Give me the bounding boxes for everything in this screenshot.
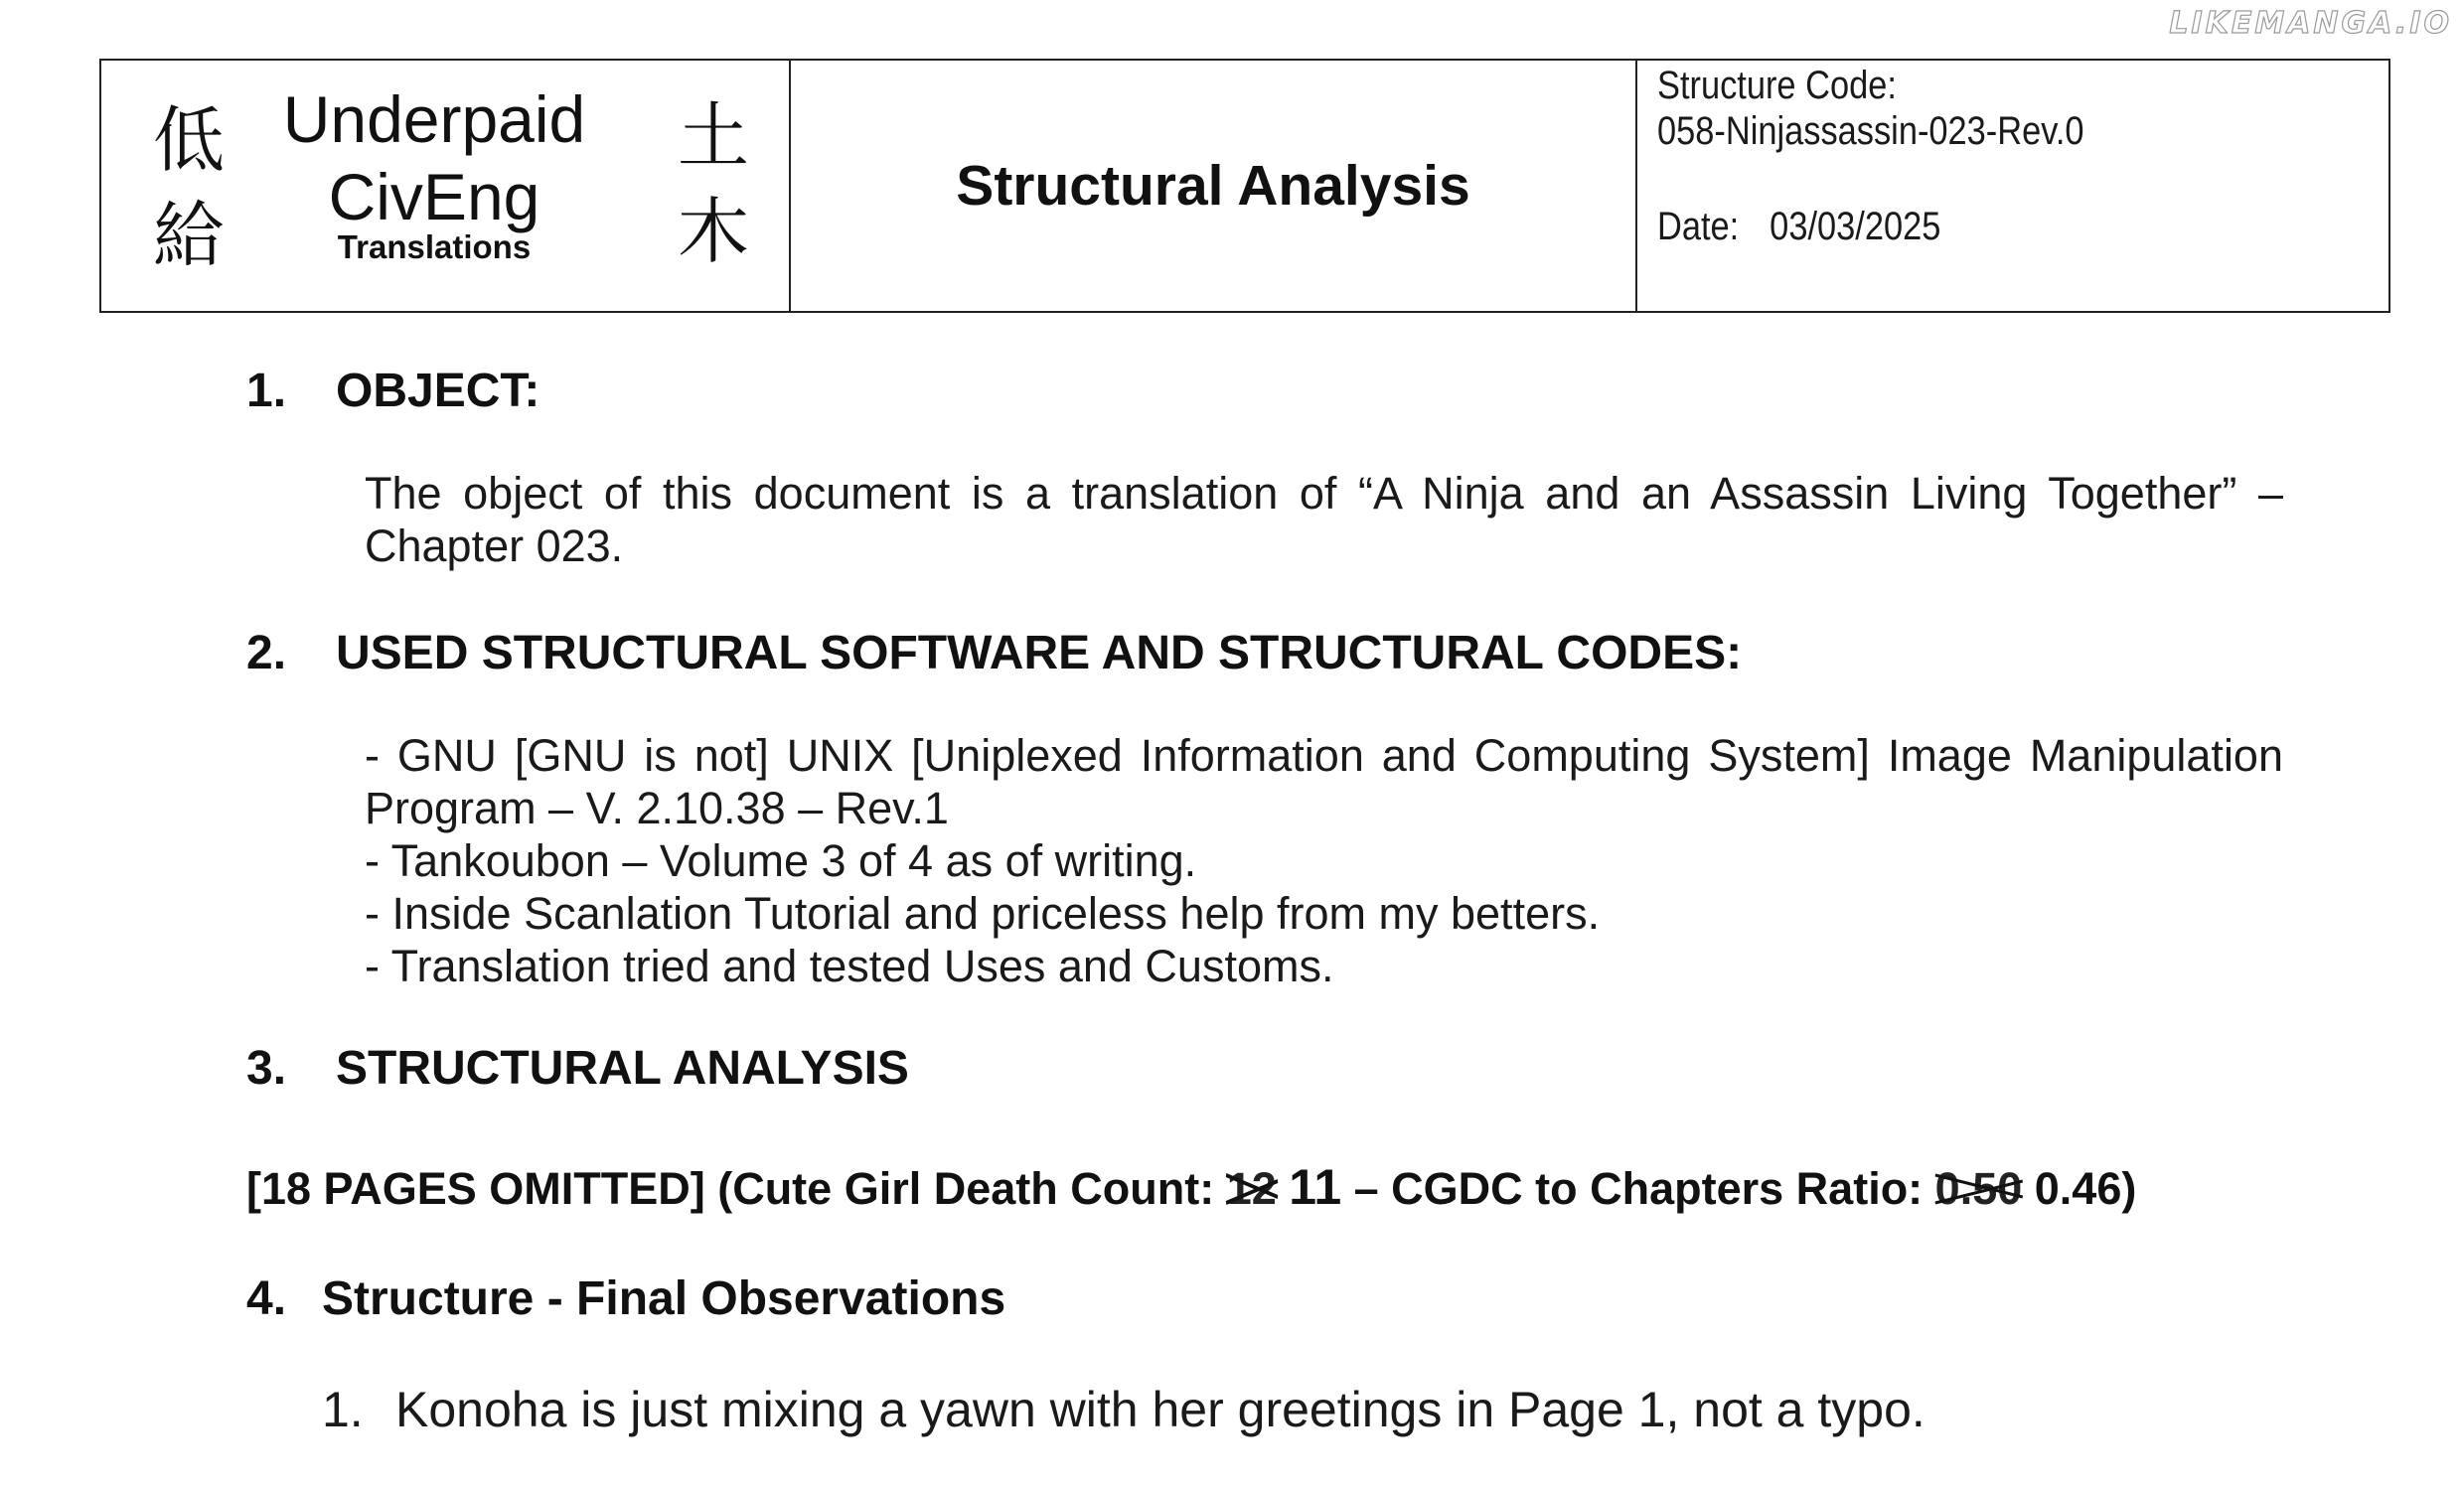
observation-number: 1. (322, 1382, 364, 1437)
logo-kanji: 給 (152, 194, 225, 277)
old-count: 12 (1226, 1163, 1277, 1214)
observation-text: Konoha is just mixing a yawn with her greetings in Page 1, not a typo. (395, 1382, 1925, 1437)
object-paragraph (365, 467, 2283, 572)
closing-paren: ) (2121, 1163, 2137, 1214)
list-item: - Tankoubon – Volume 3 of 4 as of writing. (365, 835, 1197, 886)
logo-kanji: 低 (152, 98, 225, 182)
section-heading-object (246, 364, 539, 418)
date-value: 03/03/2025 (1770, 205, 1941, 248)
structure-code-value: 058-Ninjassassin-023-Rev.0 (1657, 109, 2084, 153)
paragraph-line: The object of this document is a translation of “A Ninja and an Assassin Living Together” – (365, 468, 2283, 519)
section-title: USED STRUCTURAL SOFTWARE AND STRUCTURAL CODES: (336, 627, 1743, 679)
logo-text-line1: Underpaid (282, 82, 586, 156)
logo-text-line3: Translations (337, 228, 532, 265)
struck-count (1227, 1163, 1277, 1215)
ratio-label: – CGDC to Chapters Ratio: (1341, 1163, 1935, 1214)
section-title: STRUCTURAL ANALYSIS (336, 1042, 909, 1095)
watermark: LIKEMANGA.IO (2169, 6, 2452, 41)
logo-text-line2: CivEng (328, 160, 540, 233)
observation-item (322, 1381, 1925, 1438)
section-title: OBJECT: (336, 365, 540, 417)
date-label: Date: (1657, 205, 1740, 248)
new-count: 11 (1289, 1159, 1342, 1215)
section-heading-analysis (246, 1041, 909, 1096)
logo-kanji: 木 (677, 190, 749, 273)
omitted-pages-note (246, 1158, 2136, 1216)
section-heading-software (246, 626, 1742, 680)
list-item: Program – V. 2.10.38 – Rev.1 (365, 783, 949, 833)
document-title: Structural Analysis (956, 154, 1470, 218)
meta-cell (1637, 61, 2388, 311)
section-number: 1. (246, 365, 287, 417)
logo-cell (101, 61, 791, 311)
list-item: - GNU [GNU is not] UNIX [Uniplexed Information and Computing System] Image Manipulation (365, 730, 2283, 781)
section-title: Structure - Final Observations (322, 1272, 1006, 1325)
paragraph-line: Chapter 023. (365, 521, 624, 571)
structure-code-label: Structure Code: (1657, 64, 1897, 107)
software-list (365, 729, 2283, 992)
logo-kanji: 土 (677, 94, 749, 178)
document-header (99, 59, 2390, 313)
strikethrough-mark (1933, 1169, 2025, 1209)
section-number: 2. (246, 627, 287, 679)
section-number: 3. (246, 1042, 287, 1095)
old-ratio: 0.50 (1934, 1163, 2023, 1214)
title-cell (791, 61, 1637, 311)
omitted-prefix: [18 PAGES OMITTED] (Cute Girl Death Count: (246, 1163, 1227, 1214)
section-number: 4. (246, 1272, 287, 1325)
list-item: - Inside Scanlation Tutorial and priceless help from my betters. (365, 888, 1601, 939)
struck-ratio (1935, 1163, 2023, 1215)
strikethrough-mark (1225, 1169, 1279, 1209)
date-row (1657, 204, 1940, 249)
new-ratio: 0.46 (2034, 1163, 2122, 1214)
section-heading-observations (246, 1271, 1005, 1326)
list-item: - Translation tried and tested Uses and Customs. (365, 941, 1334, 991)
